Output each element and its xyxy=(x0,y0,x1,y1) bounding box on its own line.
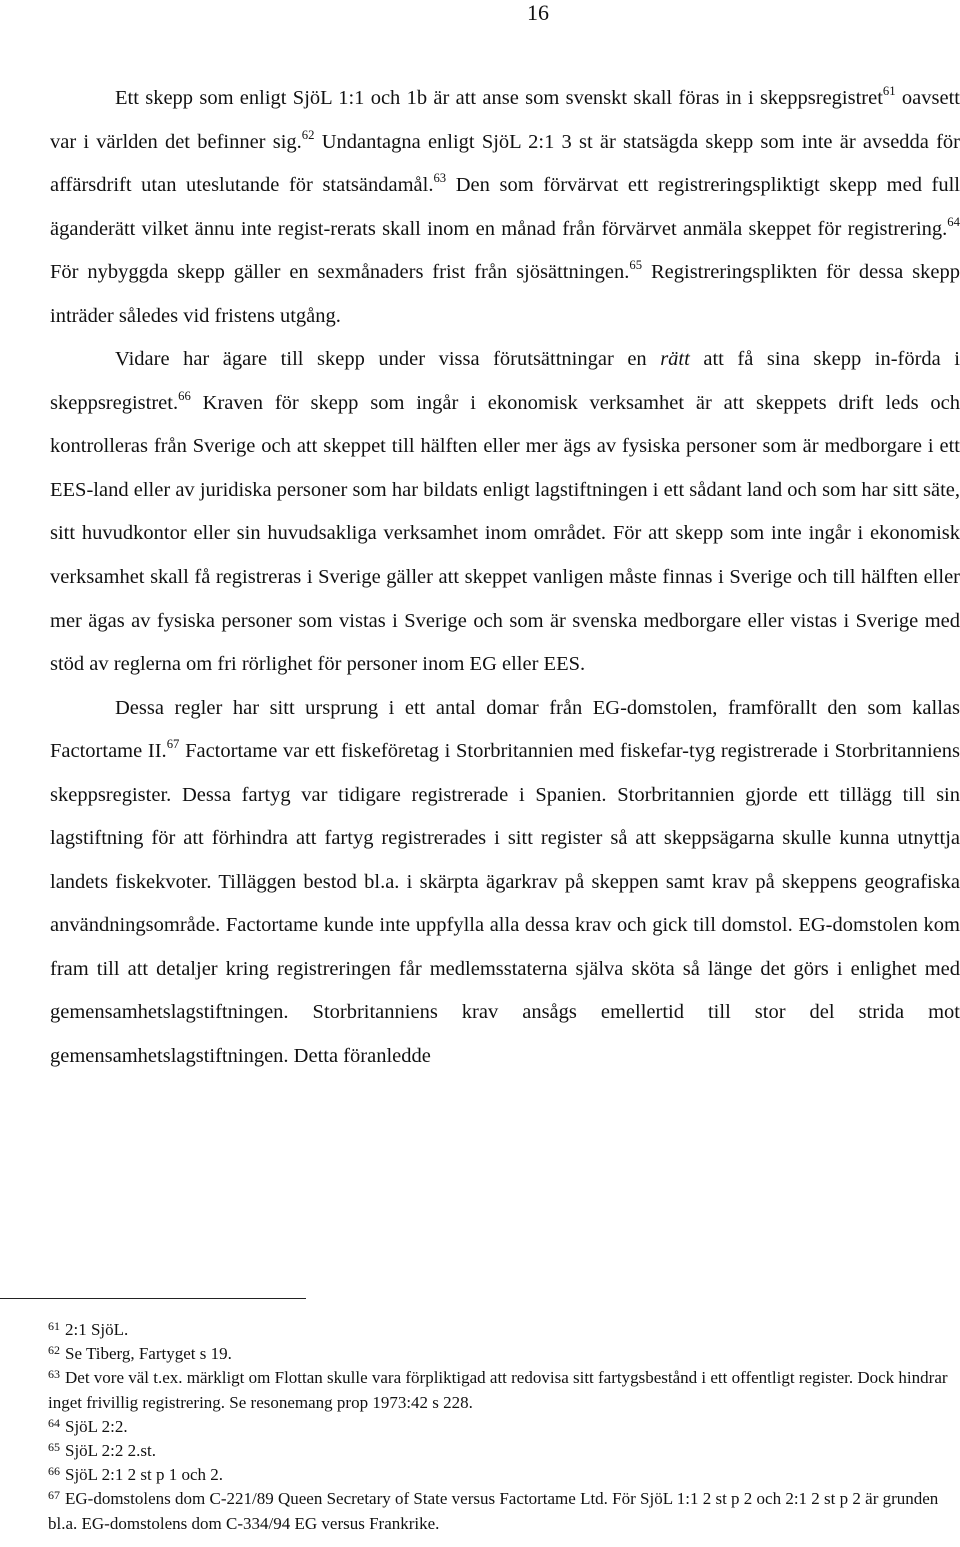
text-run: Undantagna enligt SjöL 2:1 3 st är statsägda skepp som inte är avsedda för affärsdrift utan uteslutande för statsändamål. xyxy=(50,130,960,197)
text-run: Ett skepp som enligt SjöL 1:1 och 1b är att anse som svenskt skall föras in i skeppsregistret xyxy=(115,87,883,109)
footnote: 64 SjöL 2:2. xyxy=(48,1415,128,1436)
footnote: 66 SjöL 2:1 2 st p 1 och 2. xyxy=(48,1464,224,1485)
footnotes xyxy=(48,1318,960,1536)
text-run: Dessa regler har sitt ursprung i ett antal domar från EG-domstolen, framförallt den som kallas Factortame II. xyxy=(50,696,960,763)
footnote-ref: 62 xyxy=(301,127,315,142)
body-text xyxy=(50,77,960,1079)
text-run: att få sina skepp in-förda i skeppsregistret. xyxy=(50,348,960,414)
footnote: 67 EG-domstolens dom C-221/89 Queen Secretary of State versus Factortame Ltd. För SjöL 1:1 2 st p 2 och 2:1 2 st p 2 är grunden bl.a. EG-domstolens dom C-334/94 EG versus Frankrike. xyxy=(48,1488,939,1533)
footnote-divider xyxy=(0,1298,306,1299)
footnote-text: SjöL 2:1 2 st p 1 och 2. xyxy=(65,1465,224,1485)
footnote-ref: 63 xyxy=(433,170,447,185)
footnote-text: 2:1 SjöL. xyxy=(65,1320,129,1339)
paragraph xyxy=(50,687,960,1079)
footnote: 63 Det vore väl t.ex. märkligt om Flottan skulle vara förpliktigad att redovisa sitt fartygsbestånd i ett offentligt register. Dock hindrar inget frivillig registrering. Se resonemang prop 1973:42 s 228. xyxy=(48,1367,948,1412)
text-run: Den som förvärvat ett registreringspliktigt skepp med full äganderätt vilket ännu inte regist-rerats skall inom en månad från förvärvet anmäla skeppet för registrering. xyxy=(50,174,960,240)
footnote-text: SjöL 2:2 2.st. xyxy=(65,1441,156,1461)
emphasis-text: rätt xyxy=(660,348,690,371)
footnote-ref: 64 xyxy=(947,214,960,229)
footnote-ref: 65 xyxy=(629,258,643,273)
text-run: oavsett var i världen det befinner sig. xyxy=(50,87,960,153)
text-run: Vidare har ägare till skepp under vissa förutsättningar en xyxy=(115,348,661,371)
footnote-text: Det vore väl t.ex. märkligt om Flottan skulle vara förpliktigad att redovisa sitt fartygsbestånd i ett offentligt register. Dock hindrar inget frivillig registrering. Se resonemang prop 1973:42 s 228. xyxy=(48,1368,948,1412)
paragraph xyxy=(50,338,960,686)
footnote-ref: 66 xyxy=(178,388,191,403)
footnote-text: SjöL 2:2. xyxy=(65,1416,128,1436)
footnote-text: EG-domstolens dom C-221/89 Queen Secretary of State versus Factortame Ltd. För SjöL 1:1 2 st p 2 och 2:1 2 st p 2 är grunden bl.a. EG-domstolens dom C-334/94 EG versus Frankrike. xyxy=(48,1489,939,1533)
footnote: 61 2:1 SjöL. xyxy=(48,1319,129,1339)
footnote-text: Se Tiberg, Fartyget s 19. xyxy=(65,1344,232,1364)
paragraph xyxy=(50,77,960,338)
page-number: 16 xyxy=(527,0,549,25)
footnote-ref: 61 xyxy=(882,83,896,98)
footnote-ref: 67 xyxy=(166,737,180,752)
text-run: Kraven för skepp som ingår i ekonomisk verksamhet är att skeppets drift leds och kontrolleras från Sverige och att skeppet till hälften eller mer ägs av fysiska personer som är medborgare i ett EES-land eller av juridiska personer som har bildats enligt lagstiftningen i ett sådant land och som har sitt säte, sitt huvudkontor eller sin huvudsakliga verksamhet inom området. För att skepp som inte ingår i ekonomisk verksamhet skall få registreras i Sverige gäller att skeppet vanligen måste finnas i Sverige och till hälften eller mer ägas av fysiska personer som vistas i Sverige och som är svenska medborgare eller vistas i Sverige med stöd av reglerna om fri rörlighet för personer inom EG eller EES. xyxy=(50,391,960,676)
footnote: 65 SjöL 2:2 2.st. xyxy=(48,1440,156,1461)
text-run: Registreringsplikten för dessa skepp inträder således vid fristens utgång. xyxy=(50,261,960,327)
footnote: 62 Se Tiberg, Fartyget s 19. xyxy=(48,1343,232,1364)
text-run: Factortame var ett fiskeföretag i Storbritannien med fiskefar-tyg registrerade i Storbritanniens skeppsregister. Dessa fartyg var tidigare registrerade i Spanien. Storbritannien gjorde ett tillägg till sin lagstiftning för att förhindra att fartyg registrerades i sitt register så att skeppsägarna skulle kunna utnyttja landets fiskekvoter. Tilläggen bestod bl.a. i skärpta ägarkrav på skeppen samt krav på skeppens geografiska användningsområde. Factortame kunde inte uppfylla alla dessa krav och gick till domstol. EG-domstolen kom fram till att detaljer kring registreringen får medlemsstaterna själva sköta så länge det görs i enlighet med gemensamhetslagstiftningen. Storbritanniens krav ansågs emellertid till stor del strida mot gemensamhetslagstiftningen. Detta föranledde xyxy=(50,740,960,1068)
text-run: För nybyggda skepp gäller en sexmånaders frist från sjösättningen. xyxy=(50,261,630,284)
